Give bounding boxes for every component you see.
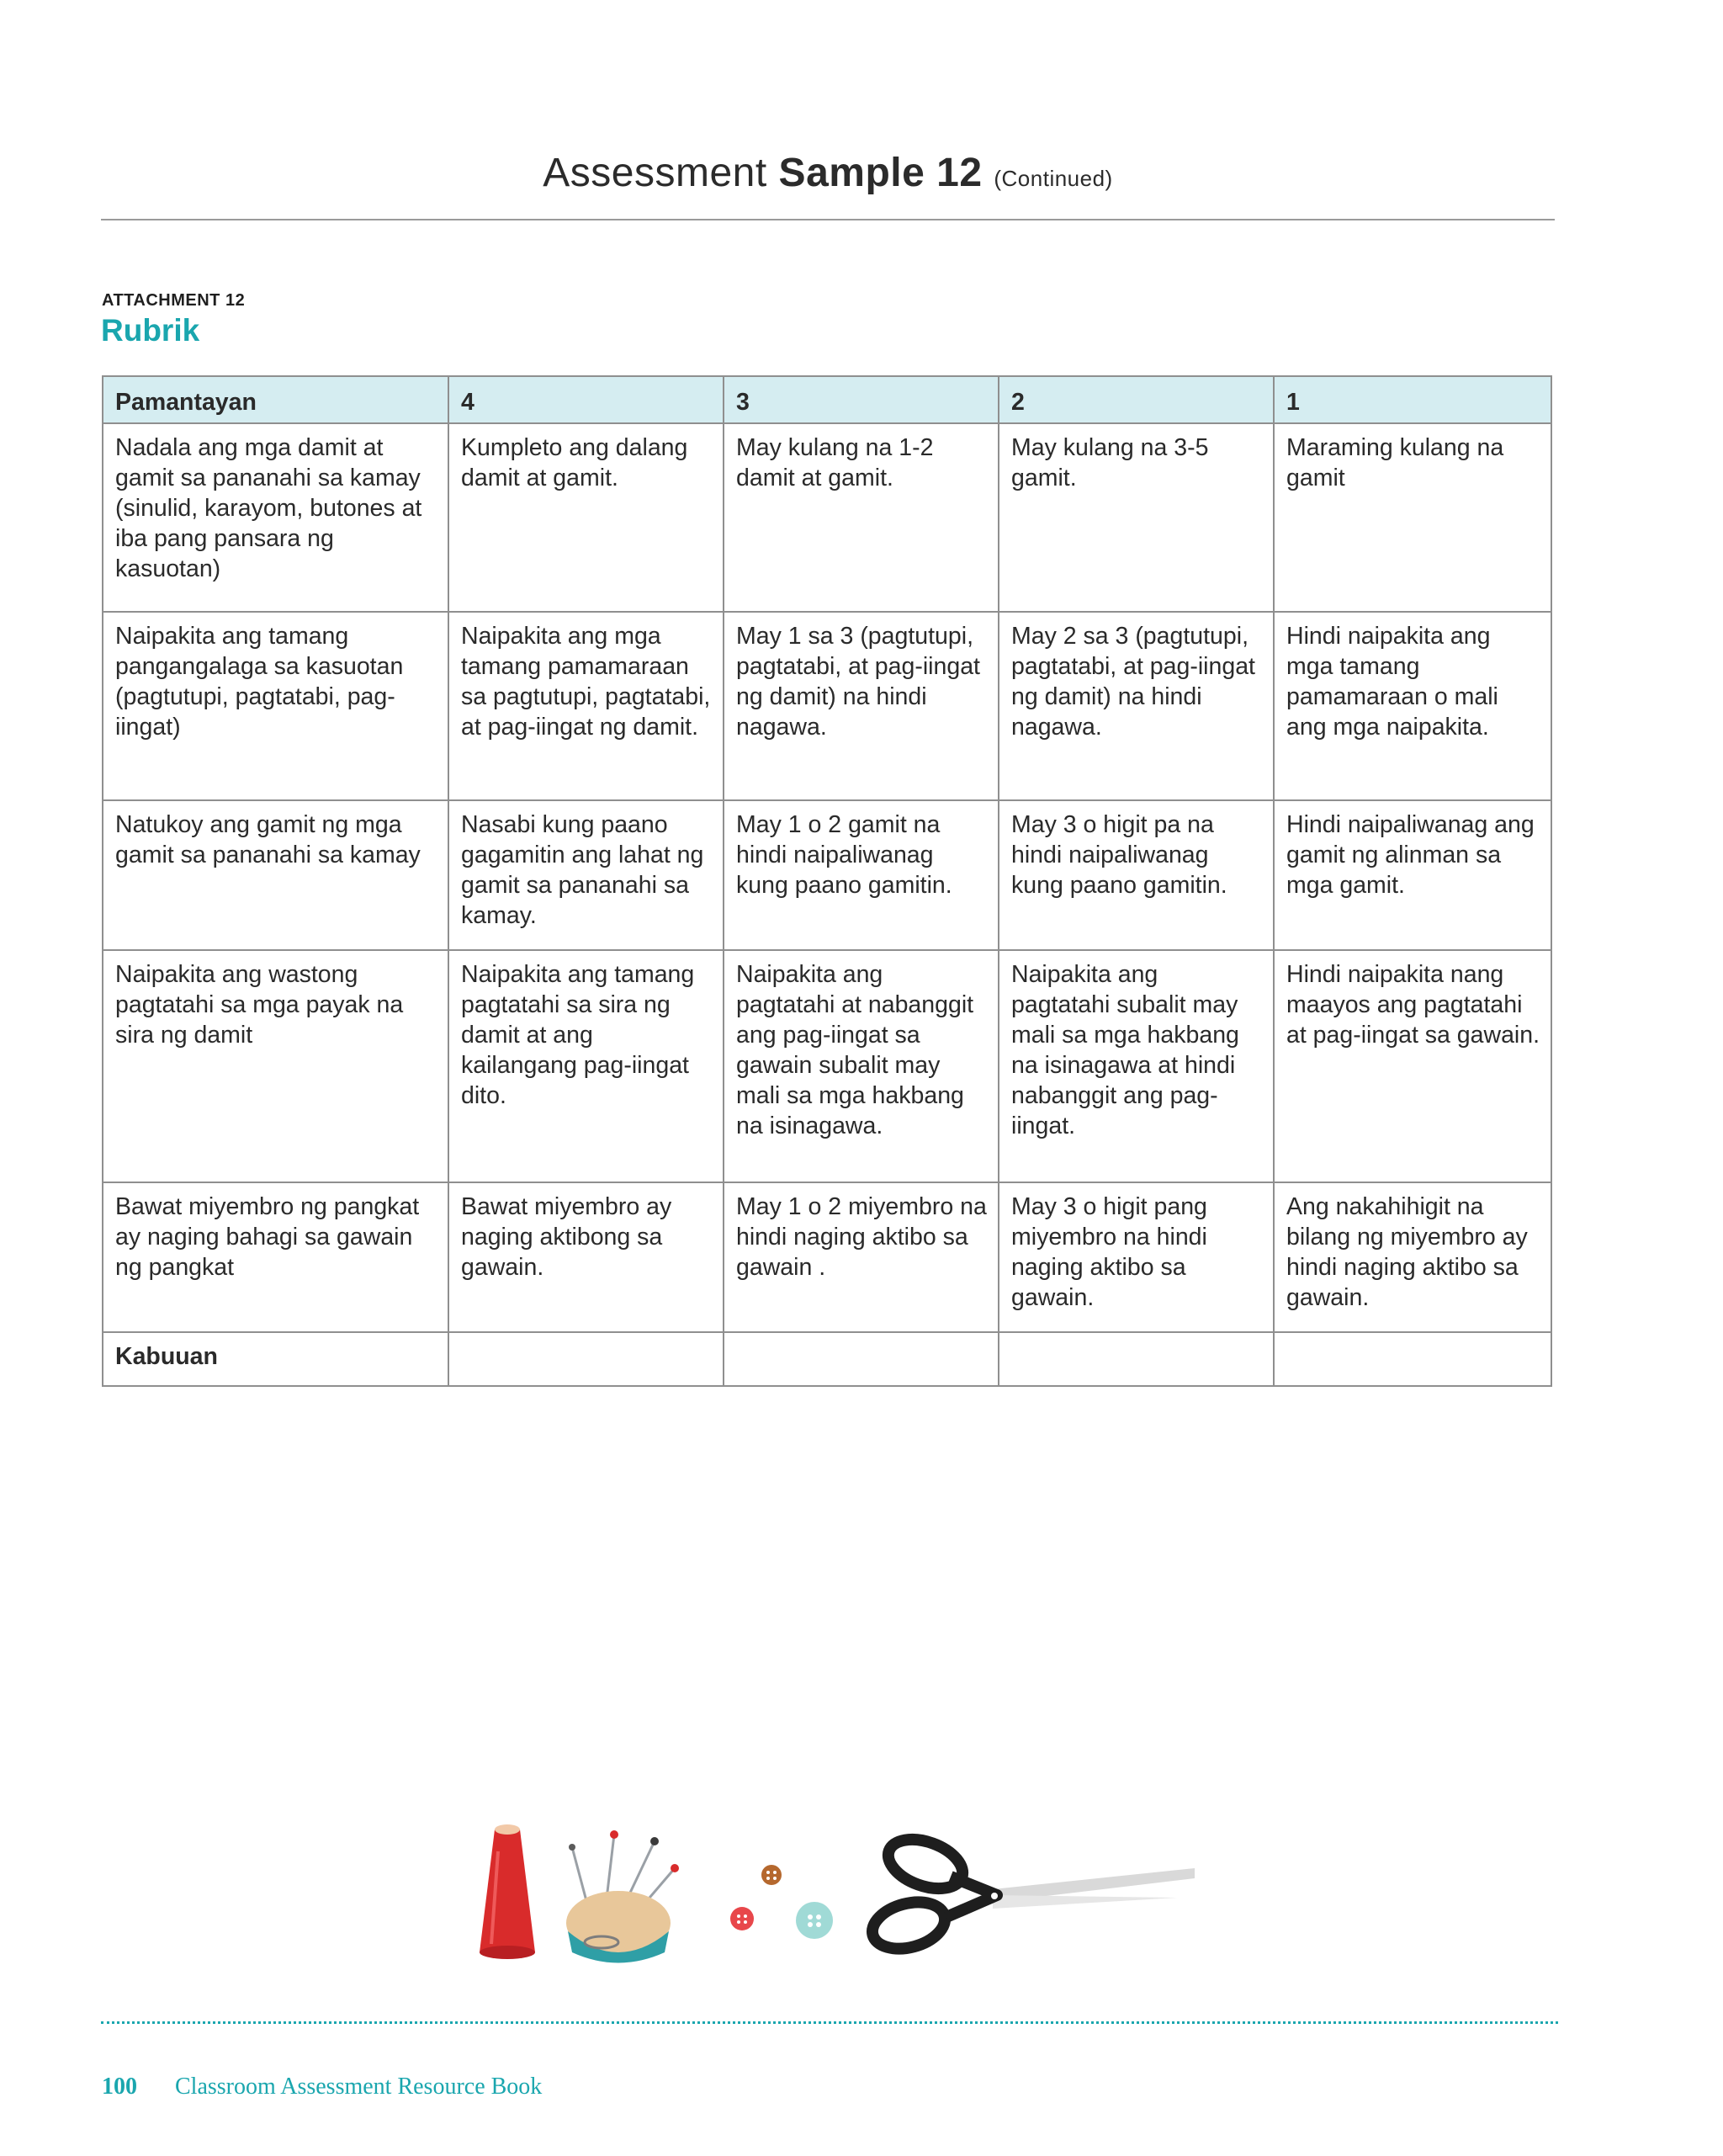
footer-divider — [101, 2021, 1558, 2024]
page-footer — [102, 2074, 542, 2100]
title-note: (Continued) — [994, 166, 1113, 191]
title-bold: Sample 12 — [778, 151, 983, 195]
rubric-table — [102, 375, 1552, 1387]
criteria-cell: Naipakita ang tamang pangangalaga sa kasuotan (pagtutupi, pagtatabi, pag-iingat) — [103, 612, 448, 800]
criteria-cell: Bawat miyembro ng pangkat ay naging bahagi sa gawain ng pangkat — [103, 1182, 448, 1332]
page-number: 100 — [102, 2074, 137, 2100]
page-title — [101, 150, 1555, 196]
title-light: Assessment — [543, 151, 767, 195]
table-row — [103, 800, 1551, 950]
score-cell: May 1 sa 3 (pagtutupi, pagtatabi, at pag-iingat ng damit) na hindi nagawa. — [724, 612, 999, 800]
header-score-1: 1 — [1274, 376, 1551, 423]
total-cell — [724, 1332, 999, 1386]
table-row — [103, 1182, 1551, 1332]
total-cell — [999, 1332, 1274, 1386]
pin-cushion-icon — [566, 1830, 679, 1963]
criteria-cell: Naipakita ang wastong pagtatahi sa mga payak na sira ng damit — [103, 950, 448, 1182]
header-criteria: Pamantayan — [103, 376, 448, 423]
score-cell: May 3 o higit pa na hindi naipaliwanag kung paano gamitin. — [999, 800, 1274, 950]
score-cell: Naipakita ang tamang pagtatahi sa sira ng damit at ang kailangang pag-iingat dito. — [448, 950, 724, 1182]
table-row — [103, 612, 1551, 800]
scissors-icon — [867, 1830, 1195, 1957]
total-row — [103, 1332, 1551, 1386]
score-cell: May 1 o 2 gamit na hindi naipaliwanag kung paano gamitin. — [724, 800, 999, 950]
score-cell: May 1 o 2 miyembro na hindi naging aktibo sa gawain . — [724, 1182, 999, 1332]
score-cell: Hindi naipakita ang mga tamang pamamaraan o mali ang mga naipakita. — [1274, 612, 1551, 800]
attachment-label: ATTACHMENT 12 — [102, 291, 246, 310]
score-cell: Bawat miyembro ay naging aktibong sa gawain. — [448, 1182, 724, 1332]
score-cell: May kulang na 1-2 damit at gamit. — [724, 423, 999, 612]
total-label: Kabuuan — [103, 1332, 448, 1386]
buttons-icon — [730, 1865, 833, 1939]
section-title: Rubrik — [101, 313, 200, 348]
score-cell: Naipakita ang mga tamang pamamaraan sa pagtutupi, pagtatabi, at pag-iingat ng damit. — [448, 612, 724, 800]
header-score-3: 3 — [724, 376, 999, 423]
table-header-row — [103, 376, 1551, 423]
total-cell — [448, 1332, 724, 1386]
score-cell: Hindi naipaliwanag ang gamit ng alinman sa mga gamit. — [1274, 800, 1551, 950]
header-divider — [101, 219, 1555, 220]
criteria-cell: Nadala ang mga damit at gamit sa pananahi sa kamay (sinulid, karayom, butones at iba pang pansara ng kasuotan) — [103, 423, 448, 612]
score-cell: Ang nakahihigit na bilang ng miyembro ay hindi naging aktibo sa gawain. — [1274, 1182, 1551, 1332]
score-cell: Naipakita ang pagtatahi at nabanggit ang pag-iingat sa gawain subalit may mali sa mga hakbang na isinagawa. — [724, 950, 999, 1182]
score-cell: Naipakita ang pagtatahi subalit may mali sa mga hakbang na isinagawa at hindi nabanggit ang pag-iingat. — [999, 950, 1274, 1182]
book-title: Classroom Assessment Resource Book — [175, 2074, 543, 2100]
thread-spool-icon — [480, 1824, 535, 1959]
header-score-4: 4 — [448, 376, 724, 423]
table-row — [103, 423, 1551, 612]
score-cell: May kulang na 3-5 gamit. — [999, 423, 1274, 612]
score-cell: Hindi naipakita nang maayos ang pagtatahi at pag-iingat sa gawain. — [1274, 950, 1551, 1182]
score-cell: May 3 o higit pang miyembro na hindi naging aktibo sa gawain. — [999, 1182, 1274, 1332]
score-cell: May 2 sa 3 (pagtutupi, pagtatabi, at pag-iingat ng damit) na hindi nagawa. — [999, 612, 1274, 800]
sewing-illustration — [454, 1818, 1211, 1969]
header-score-2: 2 — [999, 376, 1274, 423]
table-row — [103, 950, 1551, 1182]
score-cell: Kumpleto ang dalang damit at gamit. — [448, 423, 724, 612]
total-cell — [1274, 1332, 1551, 1386]
score-cell: Maraming kulang na gamit — [1274, 423, 1551, 612]
criteria-cell: Natukoy ang gamit ng mga gamit sa pananahi sa kamay — [103, 800, 448, 950]
score-cell: Nasabi kung paano gagamitin ang lahat ng gamit sa pananahi sa kamay. — [448, 800, 724, 950]
